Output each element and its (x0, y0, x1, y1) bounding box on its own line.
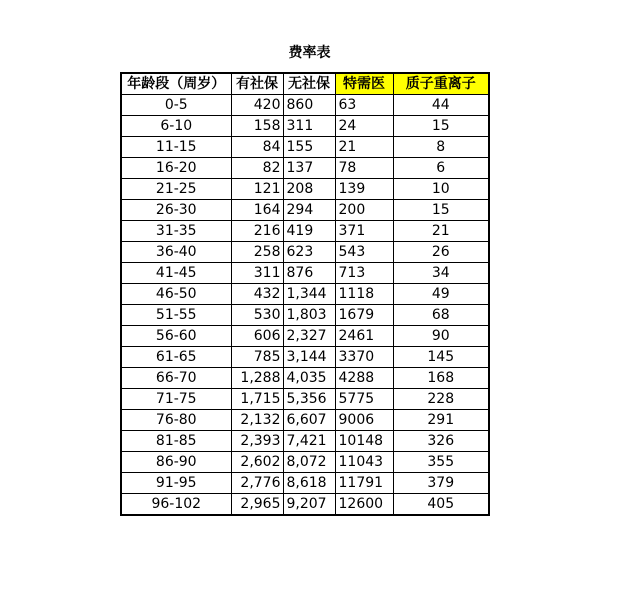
special-medical-cell: 543 (335, 242, 393, 263)
age-cell: 61-65 (121, 347, 231, 368)
with-social-security-cell: 84 (231, 137, 283, 158)
header-special-medical: 特需医 (335, 73, 393, 95)
table-row (121, 473, 489, 494)
with-social-security-cell: 258 (231, 242, 283, 263)
with-social-security-cell: 2,132 (231, 410, 283, 431)
table-row (121, 305, 489, 326)
with-social-security-cell: 530 (231, 305, 283, 326)
proton-heavy-ion-cell: 6 (393, 158, 489, 179)
table-row (121, 221, 489, 242)
special-medical-cell: 10148 (335, 431, 393, 452)
age-cell: 81-85 (121, 431, 231, 452)
proton-heavy-ion-cell: 168 (393, 368, 489, 389)
proton-heavy-ion-cell: 379 (393, 473, 489, 494)
proton-heavy-ion-cell: 145 (393, 347, 489, 368)
with-social-security-cell: 121 (231, 179, 283, 200)
special-medical-cell: 3370 (335, 347, 393, 368)
special-medical-cell: 200 (335, 200, 393, 221)
table-row (121, 116, 489, 137)
header-with-social-security: 有社保 (231, 73, 283, 95)
special-medical-cell: 4288 (335, 368, 393, 389)
age-cell: 21-25 (121, 179, 231, 200)
special-medical-cell: 78 (335, 158, 393, 179)
age-cell: 16-20 (121, 158, 231, 179)
with-social-security-cell: 420 (231, 95, 283, 116)
special-medical-cell: 2461 (335, 326, 393, 347)
age-cell: 66-70 (121, 368, 231, 389)
special-medical-cell: 9006 (335, 410, 393, 431)
without-social-security-cell: 1,344 (283, 284, 335, 305)
proton-heavy-ion-cell: 68 (393, 305, 489, 326)
proton-heavy-ion-cell: 228 (393, 389, 489, 410)
age-cell: 26-30 (121, 200, 231, 221)
with-social-security-cell: 2,393 (231, 431, 283, 452)
age-cell: 71-75 (121, 389, 231, 410)
without-social-security-cell: 623 (283, 242, 335, 263)
without-social-security-cell: 155 (283, 137, 335, 158)
without-social-security-cell: 8,618 (283, 473, 335, 494)
special-medical-cell: 11043 (335, 452, 393, 473)
with-social-security-cell: 432 (231, 284, 283, 305)
without-social-security-cell: 860 (283, 95, 335, 116)
proton-heavy-ion-cell: 15 (393, 116, 489, 137)
special-medical-cell: 139 (335, 179, 393, 200)
special-medical-cell: 1118 (335, 284, 393, 305)
age-cell: 76-80 (121, 410, 231, 431)
with-social-security-cell: 785 (231, 347, 283, 368)
age-cell: 91-95 (121, 473, 231, 494)
with-social-security-cell: 164 (231, 200, 283, 221)
without-social-security-cell: 876 (283, 263, 335, 284)
table-row (121, 158, 489, 179)
proton-heavy-ion-cell: 326 (393, 431, 489, 452)
proton-heavy-ion-cell: 90 (393, 326, 489, 347)
rate-table (120, 72, 490, 516)
age-cell: 96-102 (121, 494, 231, 516)
without-social-security-cell: 4,035 (283, 368, 335, 389)
with-social-security-cell: 158 (231, 116, 283, 137)
table-row (121, 263, 489, 284)
with-social-security-cell: 1,288 (231, 368, 283, 389)
table-row (121, 326, 489, 347)
header-row (121, 73, 489, 95)
special-medical-cell: 11791 (335, 473, 393, 494)
table-row (121, 410, 489, 431)
proton-heavy-ion-cell: 405 (393, 494, 489, 516)
proton-heavy-ion-cell: 10 (393, 179, 489, 200)
without-social-security-cell: 1,803 (283, 305, 335, 326)
page-title: 费率表 (288, 45, 331, 61)
age-cell: 31-35 (121, 221, 231, 242)
special-medical-cell: 24 (335, 116, 393, 137)
proton-heavy-ion-cell: 21 (393, 221, 489, 242)
table-row (121, 389, 489, 410)
table-row (121, 494, 489, 516)
without-social-security-cell: 294 (283, 200, 335, 221)
special-medical-cell: 12600 (335, 494, 393, 516)
without-social-security-cell: 9,207 (283, 494, 335, 516)
age-cell: 41-45 (121, 263, 231, 284)
without-social-security-cell: 7,421 (283, 431, 335, 452)
without-social-security-cell: 137 (283, 158, 335, 179)
proton-heavy-ion-cell: 26 (393, 242, 489, 263)
without-social-security-cell: 5,356 (283, 389, 335, 410)
proton-heavy-ion-cell: 291 (393, 410, 489, 431)
table-row (121, 179, 489, 200)
with-social-security-cell: 311 (231, 263, 283, 284)
age-cell: 56-60 (121, 326, 231, 347)
with-social-security-cell: 1,715 (231, 389, 283, 410)
with-social-security-cell: 2,965 (231, 494, 283, 516)
age-cell: 0-5 (121, 95, 231, 116)
table-row (121, 431, 489, 452)
with-social-security-cell: 2,776 (231, 473, 283, 494)
age-cell: 6-10 (121, 116, 231, 137)
proton-heavy-ion-cell: 44 (393, 95, 489, 116)
without-social-security-cell: 6,607 (283, 410, 335, 431)
table-row (121, 284, 489, 305)
header-proton-heavy-ion: 质子重离子 (393, 73, 489, 95)
table-row (121, 452, 489, 473)
without-social-security-cell: 3,144 (283, 347, 335, 368)
table-row (121, 368, 489, 389)
header-without-social-security: 无社保 (283, 73, 335, 95)
with-social-security-cell: 2,602 (231, 452, 283, 473)
with-social-security-cell: 606 (231, 326, 283, 347)
age-cell: 86-90 (121, 452, 231, 473)
without-social-security-cell: 2,327 (283, 326, 335, 347)
age-cell: 36-40 (121, 242, 231, 263)
proton-heavy-ion-cell: 49 (393, 284, 489, 305)
special-medical-cell: 21 (335, 137, 393, 158)
header-age: 年龄段（周岁） (121, 73, 231, 95)
with-social-security-cell: 216 (231, 221, 283, 242)
without-social-security-cell: 311 (283, 116, 335, 137)
table-row (121, 347, 489, 368)
proton-heavy-ion-cell: 8 (393, 137, 489, 158)
table-row (121, 137, 489, 158)
table-row (121, 242, 489, 263)
proton-heavy-ion-cell: 355 (393, 452, 489, 473)
proton-heavy-ion-cell: 34 (393, 263, 489, 284)
special-medical-cell: 713 (335, 263, 393, 284)
without-social-security-cell: 208 (283, 179, 335, 200)
with-social-security-cell: 82 (231, 158, 283, 179)
special-medical-cell: 371 (335, 221, 393, 242)
table-row (121, 200, 489, 221)
age-cell: 11-15 (121, 137, 231, 158)
rate-table-body (121, 95, 489, 516)
special-medical-cell: 5775 (335, 389, 393, 410)
age-cell: 46-50 (121, 284, 231, 305)
table-row (121, 95, 489, 116)
age-cell: 51-55 (121, 305, 231, 326)
without-social-security-cell: 419 (283, 221, 335, 242)
special-medical-cell: 1679 (335, 305, 393, 326)
proton-heavy-ion-cell: 15 (393, 200, 489, 221)
without-social-security-cell: 8,072 (283, 452, 335, 473)
special-medical-cell: 63 (335, 95, 393, 116)
